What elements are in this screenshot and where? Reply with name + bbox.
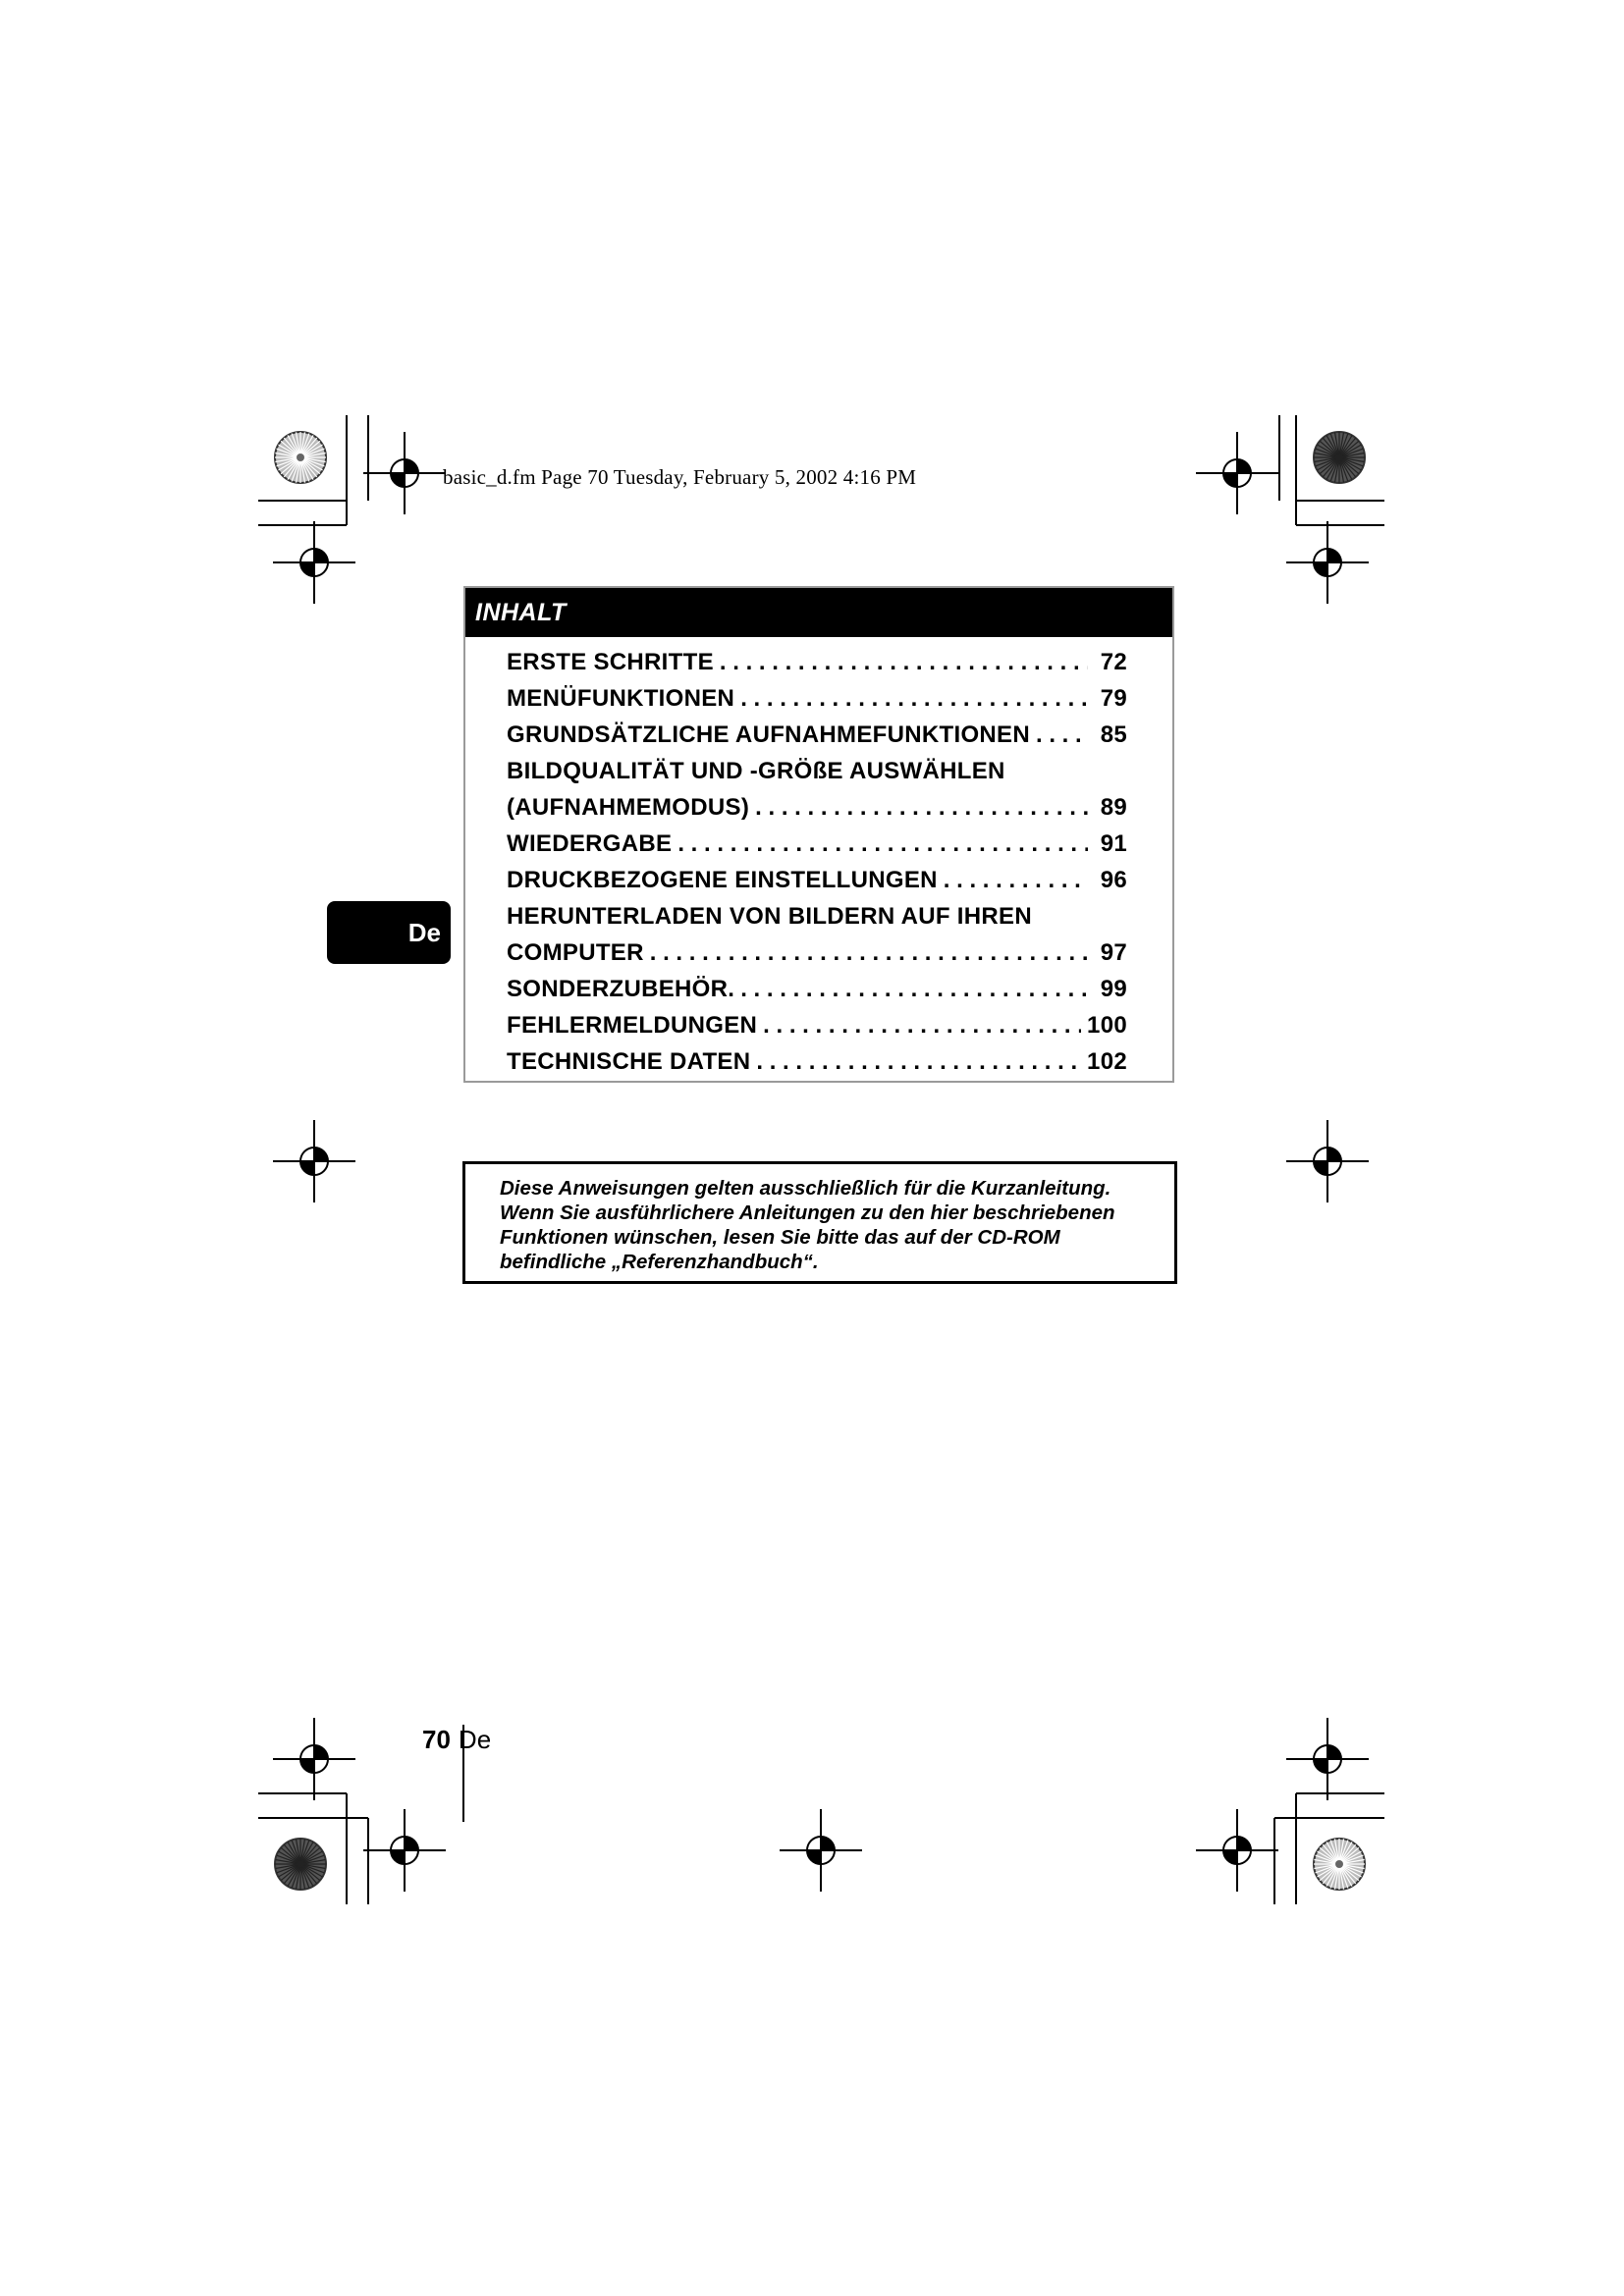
toc-entry xyxy=(507,789,1127,826)
toc-dot-leader xyxy=(1036,717,1088,753)
print-slug-line: basic_d.fm Page 70 Tuesday, February 5, 2002 4:16 PM xyxy=(443,465,917,489)
toc-entry-title: SONDERZUBEHÖR. xyxy=(507,976,735,1002)
toc-dot-leader xyxy=(740,971,1088,1007)
toc-entry-title: ERSTE SCHRITTE xyxy=(507,649,714,675)
toc-heading: INHALT xyxy=(465,588,1172,637)
toc-entry xyxy=(507,1007,1127,1043)
starburst-mark-icon xyxy=(275,432,326,483)
toc-dot-leader xyxy=(650,934,1088,971)
toc-entry xyxy=(507,862,1127,898)
registration-target-icon xyxy=(273,521,355,604)
toc-entry xyxy=(507,680,1127,717)
table-of-contents xyxy=(463,586,1174,1083)
registration-target-icon xyxy=(1286,521,1369,604)
toc-entry-page: 91 xyxy=(1100,830,1127,857)
page-number: 70 xyxy=(422,1725,451,1754)
toc-dot-leader xyxy=(944,862,1088,898)
toc-entry-page: 100 xyxy=(1087,1012,1127,1039)
toc-dot-leader xyxy=(720,644,1088,680)
registration-target-icon xyxy=(273,1120,355,1202)
toc-entry xyxy=(507,934,1127,971)
toc-entry-title: TECHNISCHE DATEN xyxy=(507,1048,751,1075)
note-line: Funktionen wünschen, lesen Sie bitte das auf der CD-ROM xyxy=(500,1226,1060,1249)
toc-entry-page: 72 xyxy=(1100,649,1127,675)
toc-dot-leader xyxy=(756,1043,1081,1080)
toc-dot-leader xyxy=(763,1007,1081,1043)
registration-target-icon xyxy=(1196,1809,1278,1892)
language-tab: De xyxy=(327,901,451,964)
toc-entry xyxy=(507,826,1127,862)
toc-list xyxy=(507,644,1127,1080)
toc-entry-page: 89 xyxy=(1100,794,1127,821)
registration-target-icon xyxy=(780,1809,862,1892)
registration-target-icon xyxy=(1286,1718,1369,1800)
toc-entry-page: 79 xyxy=(1100,685,1127,712)
toc-entry xyxy=(507,644,1127,680)
registration-target-icon xyxy=(363,1809,446,1892)
toc-entry xyxy=(507,898,1127,934)
toc-entry-title: FEHLERMELDUNGEN xyxy=(507,1012,758,1039)
toc-entry-title: DRUCKBEZOGENE EINSTELLUNGEN xyxy=(507,867,938,893)
note-box xyxy=(462,1161,1177,1284)
toc-entry-page: 97 xyxy=(1100,939,1127,966)
registration-target-icon xyxy=(273,1718,355,1800)
toc-dot-leader xyxy=(677,826,1088,862)
toc-entry-title: WIEDERGABE xyxy=(507,830,673,857)
toc-entry-title: MENÜFUNKTIONEN xyxy=(507,685,735,712)
toc-entry-page: 99 xyxy=(1100,976,1127,1002)
toc-entry-title: BILDQUALITÄT UND -GRÖßE AUSWÄHLEN xyxy=(507,758,1005,784)
toc-entry-page: 102 xyxy=(1087,1048,1127,1075)
toc-entry xyxy=(507,971,1127,1007)
registration-target-icon xyxy=(1196,432,1278,514)
starburst-mark-icon xyxy=(275,1839,326,1890)
toc-entry-title: COMPUTER xyxy=(507,939,644,966)
footer-language: De xyxy=(458,1725,492,1754)
toc-dot-leader xyxy=(740,680,1088,717)
toc-entry-page: 85 xyxy=(1100,721,1127,748)
note-line: Wenn Sie ausführlichere Anleitungen zu den hier beschriebenen xyxy=(500,1201,1115,1224)
toc-dot-leader xyxy=(755,789,1088,826)
toc-entry-page: 96 xyxy=(1100,867,1127,893)
starburst-mark-icon xyxy=(1314,432,1365,483)
toc-entry-title: GRUNDSÄTZLICHE AUFNAHMEFUNKTIONEN xyxy=(507,721,1030,748)
toc-entry-title: (AUFNAHMEMODUS) xyxy=(507,794,750,821)
starburst-mark-icon xyxy=(1314,1839,1365,1890)
registration-target-icon xyxy=(363,432,446,514)
note-line: befindliche „Referenzhandbuch“. xyxy=(500,1251,819,1273)
registration-target-icon xyxy=(1286,1120,1369,1202)
page-footer xyxy=(422,1725,491,1754)
toc-entry xyxy=(507,1043,1127,1080)
toc-entry xyxy=(507,753,1127,789)
toc-entry-title: HERUNTERLADEN VON BILDERN AUF IHREN xyxy=(507,903,1032,930)
toc-entry xyxy=(507,717,1127,753)
note-line: Diese Anweisungen gelten ausschließlich für die Kurzanleitung. xyxy=(500,1177,1111,1200)
